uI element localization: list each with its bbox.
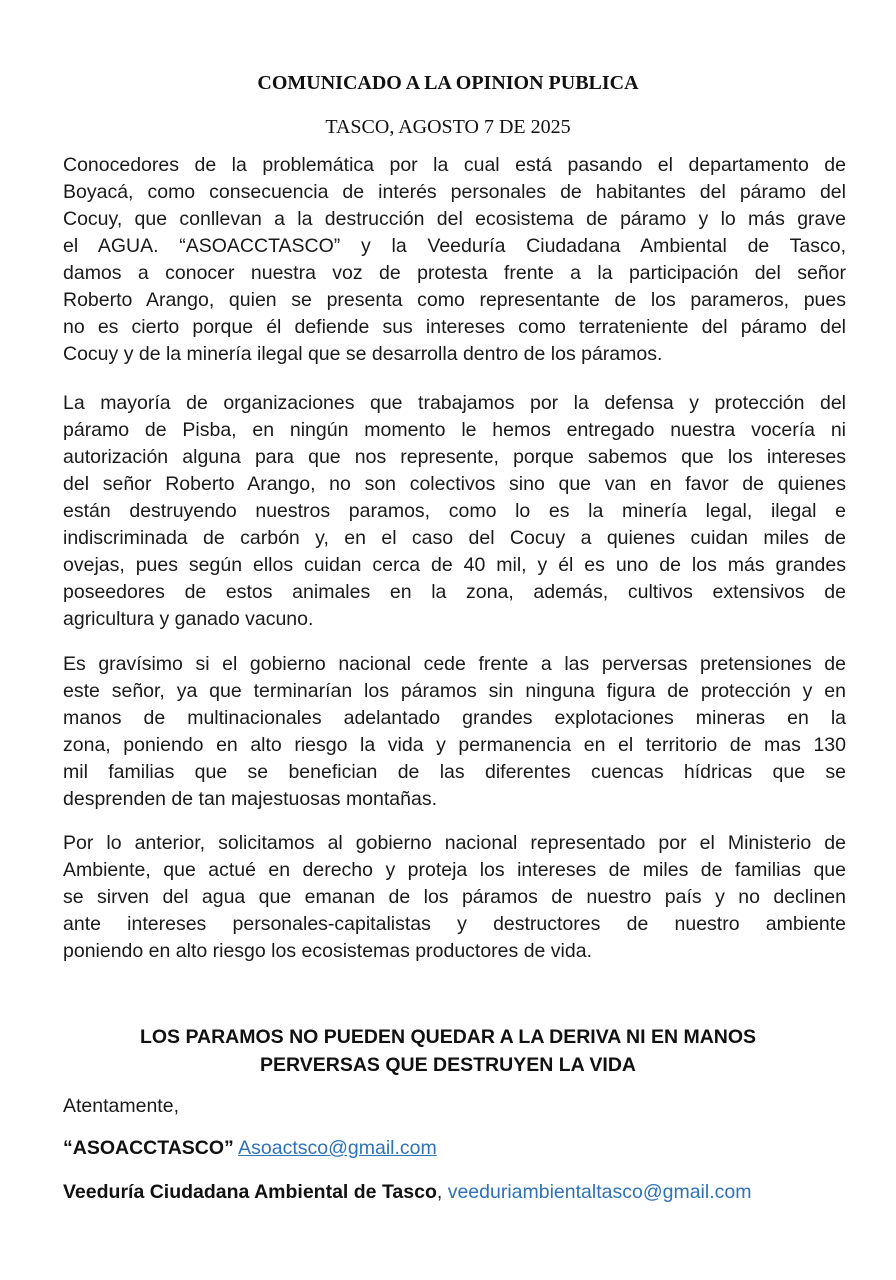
paragraph-1	[63, 152, 846, 368]
signature-org-2	[63, 1181, 751, 1204]
paragraph-line: Es gravísimo si el gobierno nacional cede frente a las perversas pretensiones de	[63, 653, 846, 675]
paragraph-line: Ambiente, que actué en derecho y proteja los intereses de miles de familias que	[63, 859, 846, 881]
org-1-email-link[interactable]: Asoactsco@gmail.com	[238, 1137, 437, 1159]
paragraph-line: Roberto Arango, quien se presenta como representante de los parameros, pues	[63, 289, 846, 311]
paragraph-line: ante intereses personales-capitalistas y destructores de nuestro ambiente	[63, 913, 846, 935]
closing-line-1: LOS PARAMOS NO PUEDEN QUEDAR A LA DERIVA NI EN MANOS	[139, 1026, 757, 1048]
paragraph-line: Cocuy, que conllevan a la destrucción del ecosistema de páramo y lo más grave	[63, 208, 846, 230]
org-2-separator: ,	[436, 1181, 443, 1203]
paragraph-line: desprenden de tan majestuosas montañas.	[63, 788, 437, 810]
salutation: Atentamente,	[63, 1095, 179, 1117]
paragraph-line: están destruyendo nuestros paramos, como lo es la minería legal, ilegal e	[63, 500, 846, 522]
paragraph-line: poniendo en alto riesgo los ecosistemas productores de vida.	[63, 940, 592, 962]
paragraph-line: autorización alguna para que nos represente, porque sabemos que los intereses	[63, 446, 846, 468]
paragraph-2	[63, 390, 846, 633]
paragraph-line: Conocedores de la problemática por la cual está pasando el departamento de	[63, 154, 846, 176]
closing-line-2: PERVERSAS QUE DESTRUYEN LA VIDA	[260, 1054, 636, 1076]
paragraph-3	[63, 651, 846, 813]
paragraph-line: páramo de Pisba, en ningún momento le hemos entregado nuestra vocería ni	[63, 419, 846, 441]
document-title: COMUNICADO A LA OPINION PUBLICA	[257, 72, 639, 94]
signature-org-1	[63, 1137, 437, 1160]
closing-statement	[0, 1023, 896, 1079]
paragraph-line: Cocuy y de la minería ilegal que se desarrolla dentro de los páramos.	[63, 343, 663, 365]
paragraph-line: del señor Roberto Arango, no son colectivos sino que van en favor de quienes	[63, 473, 846, 495]
paragraph-line: agricultura y ganado vacuno.	[63, 608, 314, 630]
org-2-name: Veeduría Ciudadana Ambiental de Tasco	[63, 1181, 437, 1203]
paragraph-4	[63, 830, 846, 965]
paragraph-line: Por lo anterior, solicitamos al gobierno nacional representado por el Ministerio de	[63, 832, 846, 854]
paragraph-line: manos de multinacionales adelantado grandes explotaciones mineras en la	[63, 707, 846, 729]
paragraph-line: no es cierto porque él defiende sus intereses como terrateniente del páramo del	[63, 316, 846, 338]
paragraph-line: indiscriminada de carbón y, en el caso del Cocuy a quienes cuidan miles de	[63, 527, 846, 549]
paragraph-line: La mayoría de organizaciones que trabajamos por la defensa y protección del	[63, 392, 846, 414]
paragraph-line: Boyacá, como consecuencia de interés personales de habitantes del páramo del	[63, 181, 846, 203]
paragraph-line: damos a conocer nuestra voz de protesta frente a la participación del señor	[63, 262, 846, 284]
paragraph-line: ovejas, pues según ellos cuidan cerca de 40 mil, y él es uno de los más grandes	[63, 554, 846, 576]
paragraph-line: el AGUA. “ASOACCTASCO” y la Veeduría Ciudadana Ambiental de Tasco,	[63, 235, 846, 257]
paragraph-line: zona, poniendo en alto riesgo la vida y permanencia en el territorio de mas 130	[63, 734, 846, 756]
org-1-name: “ASOACCTASCO”	[63, 1137, 234, 1159]
paragraph-line: este señor, ya que terminarían los páramos sin ninguna figura de protección y en	[63, 680, 846, 702]
paragraph-line: poseedores de estos animales en la zona, además, cultivos extensivos de	[63, 581, 846, 603]
paragraph-line: se sirven del agua que emanan de los páramos de nuestro país y no declinen	[63, 886, 846, 908]
place-date: TASCO, AGOSTO 7 DE 2025	[325, 116, 571, 138]
paragraph-line: mil familias que se benefician de las diferentes cuencas hídricas que se	[63, 761, 846, 783]
org-2-email-link[interactable]: veeduriambientaltasco@gmail.com	[447, 1181, 752, 1203]
